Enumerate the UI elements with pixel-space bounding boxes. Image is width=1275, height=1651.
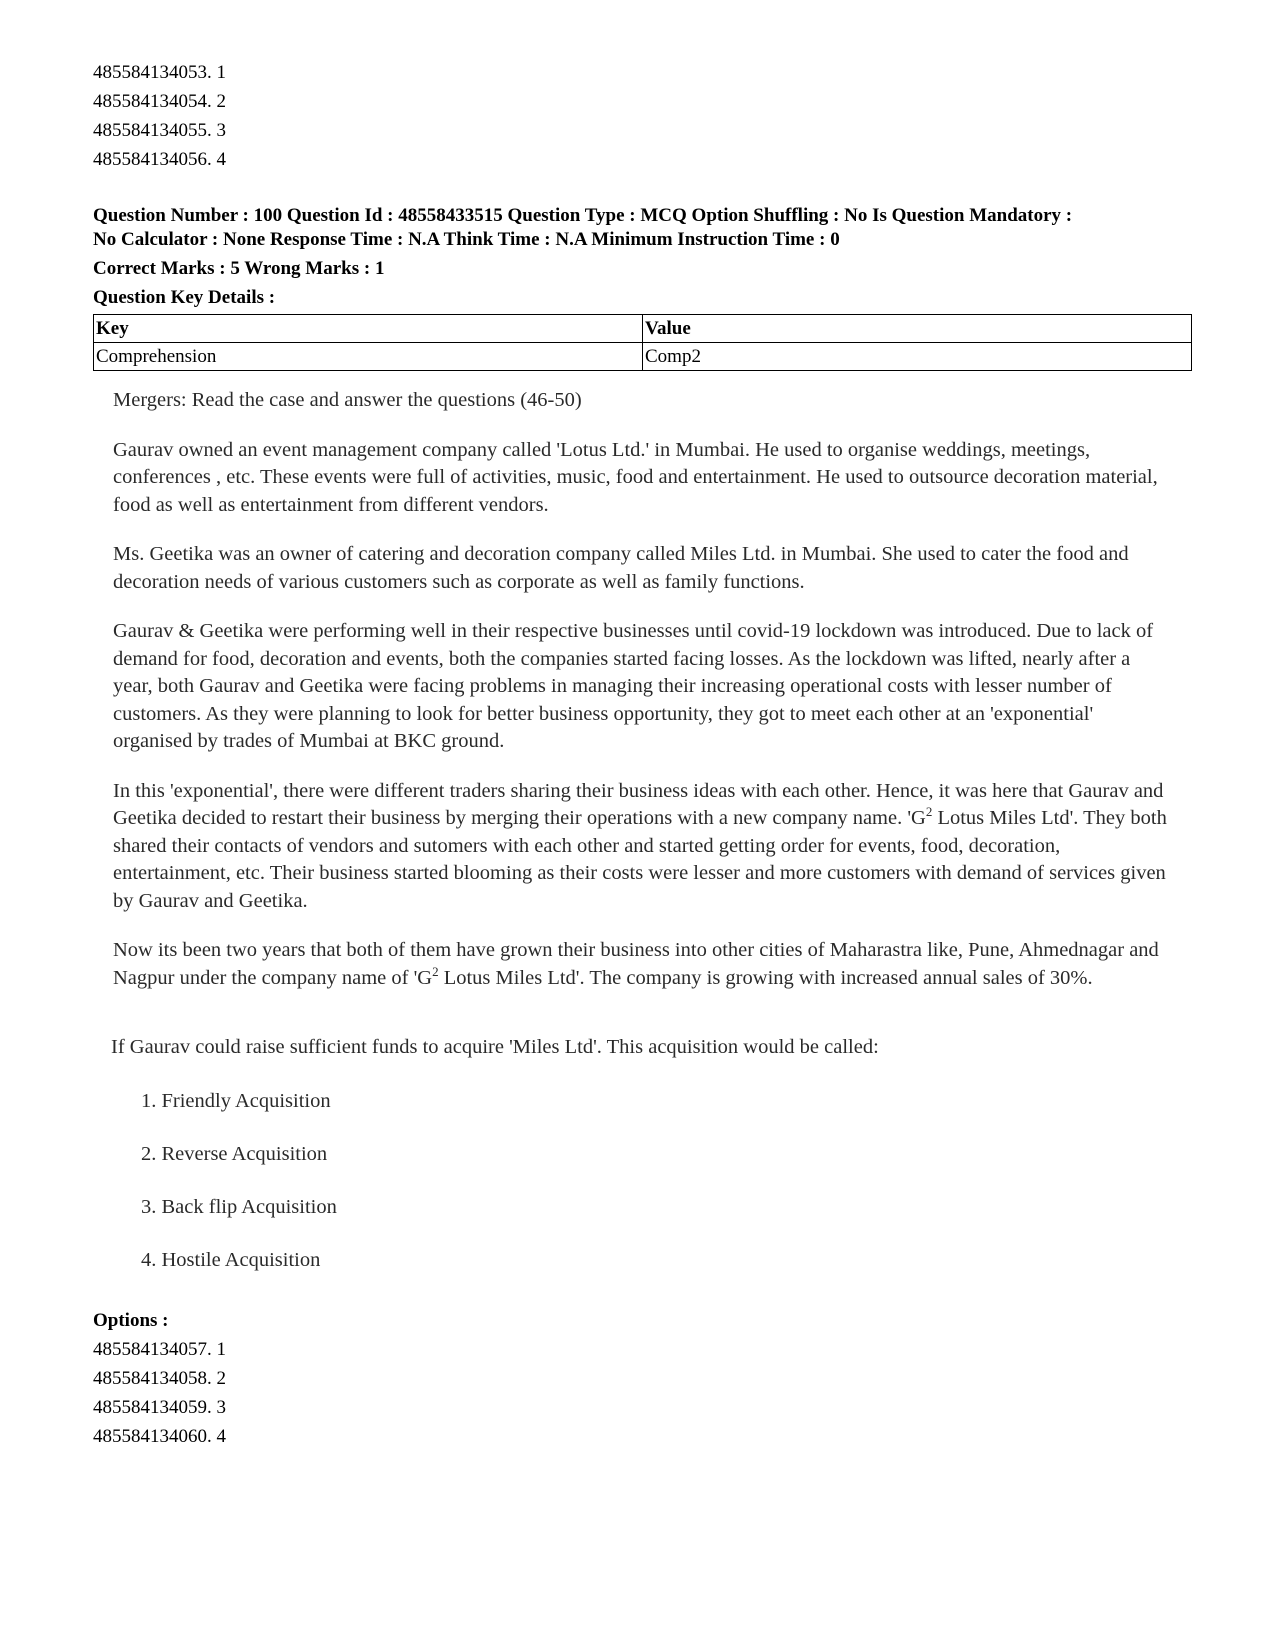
option-item: 485584134057. 1 — [93, 1338, 226, 1360]
option-item: 485584134058. 2 — [93, 1367, 226, 1389]
passage-paragraph-4 — [113, 778, 1173, 916]
previous-option: 485584134053. 1 — [93, 62, 226, 83]
table-cell-key: Comprehension — [94, 343, 643, 371]
passage-paragraph-3: Gaurav & Geetika were performing well in their respective businesses until covid-19 lockdown was introduced. Due to lack of demand for food, decoration and events, both the companies started facing losses. As the lockdown was lifted, nearly after a year, both Gaurav and Geetika were facing problems in managing their increasing operational costs with lesser number of customers. As they were planning to look for better business opportunity, they got to meet each other at an 'exponential' organised by trades of Mumbai at BKC ground. — [113, 620, 1154, 752]
superscript: 2 — [432, 963, 439, 979]
options-list — [93, 1335, 1193, 1451]
question-marks: Correct Marks : 5 Wrong Marks : 1 — [93, 258, 385, 279]
question-page — [93, 58, 1193, 1451]
options-label: Options : — [93, 1309, 169, 1331]
choice-item: 3. Back flip Acquisition — [141, 1195, 337, 1218]
passage-text: In this 'exponential', there were different traders sharing their business ideas with each other. Hence, it was here that Gaurav and Geetika decided to restart their business by merging their operations with a new company name. 'G — [113, 779, 1164, 829]
option-item: 485584134059. 3 — [93, 1396, 226, 1418]
passage-paragraph-5 — [113, 937, 1173, 992]
previous-options-list — [93, 58, 1193, 174]
key-details-table — [93, 314, 1192, 371]
table-header-value: Value — [643, 315, 1192, 343]
superscript: 2 — [925, 804, 933, 819]
choice-list — [141, 1088, 1173, 1300]
question-text: If Gaurav could raise sufficient funds to acquire 'Miles Ltd'. This acquisition would be called: — [111, 1036, 879, 1058]
previous-option: 485584134054. 2 — [93, 91, 226, 112]
passage-text: Lotus Miles Ltd'. The company is growing with increased annual sales of 30%. — [438, 966, 1093, 989]
choice-item: 1. Friendly Acquisition — [141, 1089, 331, 1112]
previous-option: 485584134055. 3 — [93, 120, 226, 141]
previous-option: 485584134056. 4 — [93, 149, 226, 170]
passage-heading: Mergers: Read the case and answer the questions (46-50) — [113, 389, 582, 411]
choice-item: 4. Hostile Acquisition — [141, 1248, 321, 1271]
question-meta-line2: No Calculator : None Response Time : N.A Think Time : N.A Minimum Instruction Time : 0 — [93, 229, 840, 250]
key-details-label: Question Key Details : — [93, 287, 276, 308]
passage-text: Lotus Miles Ltd'. They both shared their contacts of vendors and sutomers with each other and started getting order for events, food, decoration, entertainment, etc. Their business started blooming as their costs were lesser and more customers with demand of services given by Gaurav and Geetika. — [113, 807, 1167, 912]
passage-paragraph-1: Gaurav owned an event management company called 'Lotus Ltd.' in Mumbai. He used to organise weddings, meetings, conferences , etc. These events were full of activities, music, food and entertainment. He used to outsource decoration material, food as well as entertainment from different vendors. — [113, 438, 1158, 516]
passage-paragraph-2: Ms. Geetika was an owner of catering and decoration company called Miles Ltd. in Mumbai. She used to cater the food and decoration needs of various customers such as corporate as well as family functions. — [113, 543, 1129, 593]
choice-item: 2. Reverse Acquisition — [141, 1142, 328, 1165]
question-meta — [93, 204, 1193, 312]
table-header-key: Key — [94, 315, 643, 343]
passage-text: Now its been two years that both of them have grown their business into other cities of Maharastra like, Pune, Ahmednagar and Nagpur under the company name of 'G — [113, 939, 1159, 989]
table-cell-value: Comp2 — [643, 343, 1192, 371]
table-header-row — [94, 315, 1192, 343]
question-meta-line1: Question Number : 100 Question Id : 48558433515 Question Type : MCQ Option Shuffling : No Is Question Mandatory : — [93, 205, 1073, 226]
passage-image — [113, 387, 1173, 1300]
option-item: 485584134060. 4 — [93, 1425, 226, 1447]
table-row — [94, 343, 1192, 371]
